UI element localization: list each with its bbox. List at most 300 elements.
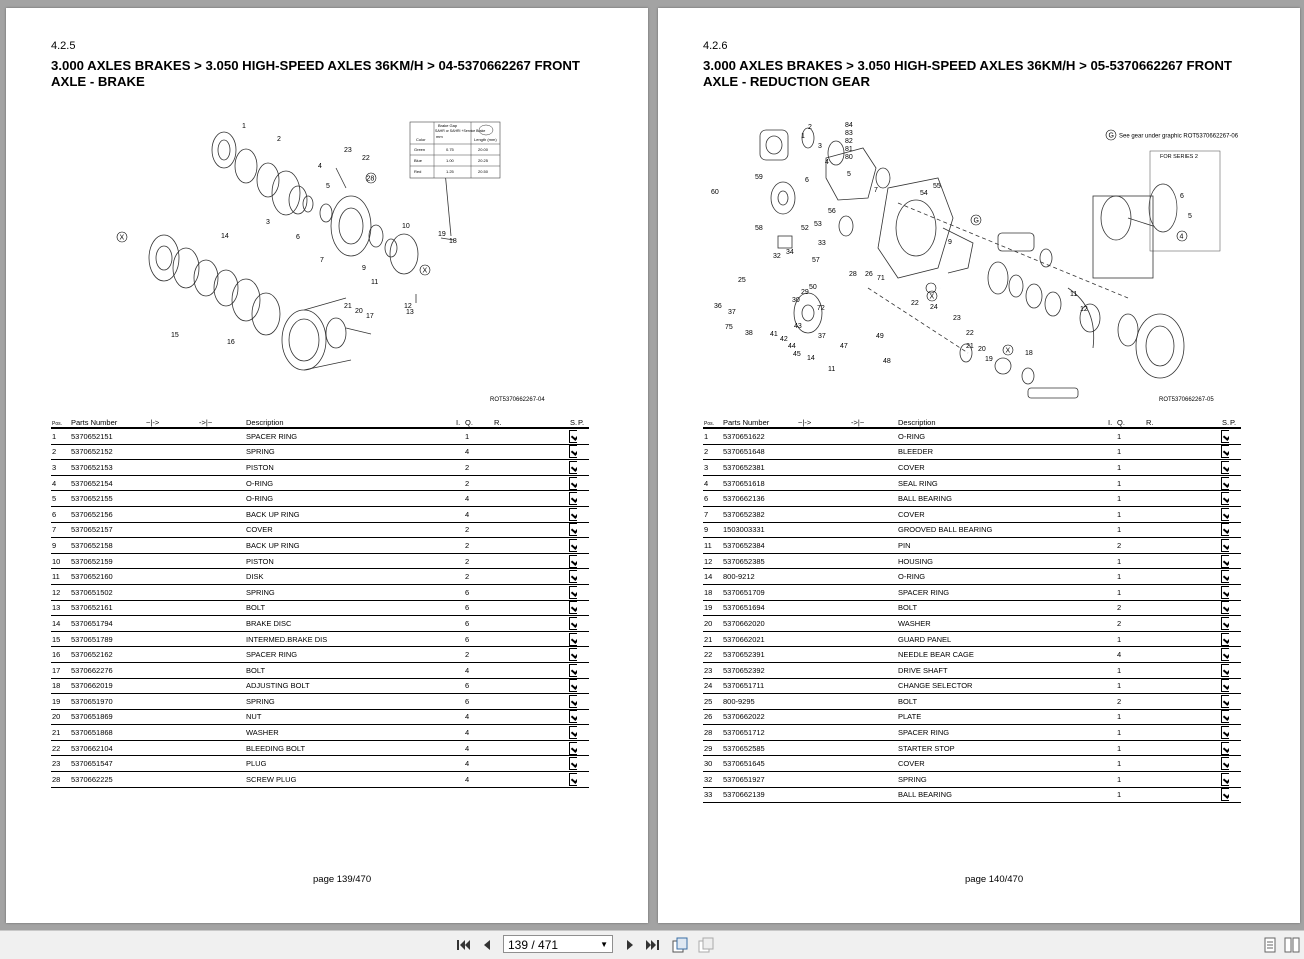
part-number-cell: 5370651547 bbox=[70, 756, 145, 772]
remark-cell bbox=[493, 553, 569, 569]
checkbox-checked-icon[interactable] bbox=[569, 461, 577, 474]
to-cell bbox=[198, 678, 245, 694]
s-cell bbox=[1221, 740, 1229, 756]
remark-cell bbox=[493, 709, 569, 725]
part-number-cell: 5370652585 bbox=[722, 740, 797, 756]
from-cell bbox=[145, 460, 198, 476]
quantity-cell: 6 bbox=[464, 678, 493, 694]
svg-text:15: 15 bbox=[171, 332, 179, 339]
from-cell bbox=[145, 756, 198, 772]
part-number-cell: 5370662276 bbox=[70, 662, 145, 678]
description-cell: STARTER STOP bbox=[897, 740, 1107, 756]
checkbox-checked-icon[interactable] bbox=[569, 492, 577, 505]
description-cell: SPACER RING bbox=[897, 725, 1107, 741]
table-row bbox=[51, 475, 589, 491]
checkbox-checked-icon[interactable] bbox=[1221, 555, 1229, 568]
i-cell bbox=[1107, 740, 1116, 756]
svg-text:1: 1 bbox=[242, 123, 246, 130]
p-cell bbox=[1229, 662, 1241, 678]
description-cell: BALL BEARING bbox=[897, 787, 1107, 803]
table-row bbox=[51, 678, 589, 694]
part-number-cell: 800-9212 bbox=[722, 569, 797, 585]
from-cell bbox=[797, 725, 850, 741]
pos-cell: 1 bbox=[51, 428, 70, 444]
pos-cell: 7 bbox=[51, 522, 70, 538]
svg-text:80: 80 bbox=[845, 154, 853, 161]
checkbox-checked-icon[interactable] bbox=[1221, 679, 1229, 692]
s-cell bbox=[569, 647, 577, 663]
checkbox-checked-icon[interactable] bbox=[1221, 710, 1229, 723]
to-cell bbox=[198, 772, 245, 788]
page-footer: page 140/470 bbox=[965, 874, 1023, 885]
checkbox-checked-icon[interactable] bbox=[569, 570, 577, 583]
first-page-icon[interactable] bbox=[455, 937, 471, 953]
quantity-cell: 6 bbox=[464, 616, 493, 632]
quantity-cell: 1 bbox=[1116, 428, 1145, 444]
svg-text:37: 37 bbox=[728, 309, 736, 316]
s-cell bbox=[569, 460, 577, 476]
checkbox-checked-icon[interactable] bbox=[569, 633, 577, 646]
part-number-cell: 5370662104 bbox=[70, 740, 145, 756]
col-to: ->|~ bbox=[198, 417, 245, 428]
pos-cell: 11 bbox=[703, 538, 722, 554]
remark-cell bbox=[493, 678, 569, 694]
from-cell bbox=[145, 725, 198, 741]
next-page-icon[interactable] bbox=[622, 937, 638, 953]
s-cell bbox=[1221, 444, 1229, 460]
description-cell: COVER bbox=[897, 756, 1107, 772]
i-cell bbox=[455, 553, 464, 569]
reduction-gear-exploded-diagram bbox=[698, 108, 1258, 408]
i-cell bbox=[1107, 772, 1116, 788]
svg-text:See gear under graphic ROT5370: See gear under graphic ROT5370662267-06 bbox=[1119, 134, 1239, 140]
p-cell bbox=[577, 740, 589, 756]
from-cell bbox=[145, 444, 198, 460]
checkbox-checked-icon[interactable] bbox=[569, 695, 577, 708]
table-row bbox=[51, 631, 589, 647]
s-cell bbox=[1221, 616, 1229, 632]
pos-cell: 24 bbox=[703, 678, 722, 694]
checkbox-checked-icon[interactable] bbox=[1221, 445, 1229, 458]
svg-text:54: 54 bbox=[920, 190, 928, 197]
col-description: Description bbox=[897, 417, 1107, 428]
i-cell bbox=[1107, 787, 1116, 803]
to-cell bbox=[198, 475, 245, 491]
checkbox-checked-icon[interactable] bbox=[1221, 477, 1229, 490]
pos-cell: 23 bbox=[51, 756, 70, 772]
i-cell bbox=[455, 756, 464, 772]
description-cell: SPRING bbox=[245, 444, 455, 460]
remark-cell bbox=[1145, 647, 1221, 663]
part-number-cell: 5370662019 bbox=[70, 678, 145, 694]
checkbox-checked-icon[interactable] bbox=[569, 757, 577, 770]
svg-text:48: 48 bbox=[883, 358, 891, 365]
description-cell: O-RING bbox=[245, 475, 455, 491]
col-from: ~|-> bbox=[797, 417, 850, 428]
pos-cell: 4 bbox=[703, 475, 722, 491]
quantity-cell: 1 bbox=[1116, 553, 1145, 569]
from-cell bbox=[145, 553, 198, 569]
p-cell bbox=[577, 631, 589, 647]
from-cell bbox=[797, 616, 850, 632]
table-row bbox=[703, 631, 1241, 647]
brake-exploded-diagram bbox=[46, 108, 606, 408]
checkbox-checked-icon[interactable] bbox=[569, 430, 577, 443]
remark-cell bbox=[493, 631, 569, 647]
parts-table bbox=[703, 417, 1241, 803]
part-number-cell: 5370652385 bbox=[722, 553, 797, 569]
svg-text:33: 33 bbox=[818, 240, 826, 247]
checkbox-checked-icon[interactable] bbox=[569, 710, 577, 723]
to-cell bbox=[850, 584, 897, 600]
checkbox-checked-icon[interactable] bbox=[1221, 508, 1229, 521]
from-cell bbox=[145, 631, 198, 647]
i-cell bbox=[1107, 553, 1116, 569]
to-cell bbox=[850, 444, 897, 460]
to-cell bbox=[850, 772, 897, 788]
checkbox-checked-icon[interactable] bbox=[1221, 773, 1229, 786]
remark-cell bbox=[493, 569, 569, 585]
checkbox-checked-icon[interactable] bbox=[1221, 617, 1229, 630]
s-cell bbox=[1221, 694, 1229, 710]
col-r: R. bbox=[493, 417, 569, 428]
quantity-cell: 6 bbox=[464, 631, 493, 647]
p-cell bbox=[1229, 460, 1241, 476]
from-cell bbox=[145, 522, 198, 538]
s-cell bbox=[569, 694, 577, 710]
svg-text:23: 23 bbox=[344, 147, 352, 154]
checkbox-checked-icon[interactable] bbox=[569, 445, 577, 458]
svg-text:20: 20 bbox=[978, 346, 986, 353]
table-row bbox=[51, 460, 589, 476]
table-row bbox=[703, 538, 1241, 554]
p-cell bbox=[577, 538, 589, 554]
svg-text:1.00: 1.00 bbox=[446, 158, 455, 163]
i-cell bbox=[1107, 662, 1116, 678]
svg-text:60: 60 bbox=[711, 189, 719, 196]
svg-text:Blue: Blue bbox=[414, 158, 423, 163]
from-cell bbox=[797, 756, 850, 772]
remark-cell bbox=[1145, 616, 1221, 632]
i-cell bbox=[1107, 678, 1116, 694]
checkbox-checked-icon[interactable] bbox=[1221, 788, 1229, 801]
checkbox-checked-icon[interactable] bbox=[569, 555, 577, 568]
checkbox-checked-icon[interactable] bbox=[1221, 726, 1229, 739]
svg-text:16: 16 bbox=[227, 339, 235, 346]
table-row bbox=[51, 538, 589, 554]
table-row bbox=[51, 694, 589, 710]
svg-text:6: 6 bbox=[805, 177, 809, 184]
table-row bbox=[703, 584, 1241, 600]
description-cell: PISTON bbox=[245, 460, 455, 476]
viewer-toolbar bbox=[0, 930, 1304, 959]
svg-text:X: X bbox=[120, 235, 125, 242]
to-cell bbox=[850, 725, 897, 741]
remark-cell bbox=[1145, 569, 1221, 585]
table-row bbox=[703, 428, 1241, 444]
s-cell bbox=[1221, 428, 1229, 444]
p-cell bbox=[577, 662, 589, 678]
part-number-cell: 5370652161 bbox=[70, 600, 145, 616]
table-row bbox=[703, 694, 1241, 710]
checkbox-checked-icon[interactable] bbox=[569, 773, 577, 786]
s-cell bbox=[1221, 475, 1229, 491]
part-number-cell: 5370651868 bbox=[70, 725, 145, 741]
pos-cell: 23 bbox=[703, 662, 722, 678]
checkbox-checked-icon[interactable] bbox=[569, 477, 577, 490]
description-cell: SPRING bbox=[897, 772, 1107, 788]
svg-text:2: 2 bbox=[277, 136, 281, 143]
checkbox-checked-icon[interactable] bbox=[1221, 523, 1229, 536]
from-cell bbox=[797, 538, 850, 554]
to-cell bbox=[850, 506, 897, 522]
svg-text:24: 24 bbox=[930, 304, 938, 311]
checkbox-checked-icon[interactable] bbox=[1221, 539, 1229, 552]
s-cell bbox=[569, 678, 577, 694]
description-cell: SPACER RING bbox=[245, 428, 455, 444]
part-number-cell: 5370652158 bbox=[70, 538, 145, 554]
p-cell bbox=[1229, 522, 1241, 538]
svg-text:18: 18 bbox=[1025, 350, 1033, 357]
svg-text:11: 11 bbox=[1070, 291, 1077, 298]
checkbox-checked-icon[interactable] bbox=[569, 508, 577, 521]
checkbox-checked-icon[interactable] bbox=[1221, 742, 1229, 755]
remark-cell bbox=[1145, 522, 1221, 538]
svg-text:20.50: 20.50 bbox=[478, 169, 489, 174]
i-cell bbox=[1107, 647, 1116, 663]
remark-cell bbox=[493, 756, 569, 772]
brake-gap-inset-table bbox=[410, 122, 500, 178]
p-cell bbox=[577, 694, 589, 710]
s-cell bbox=[1221, 460, 1229, 476]
svg-text:25: 25 bbox=[738, 277, 746, 284]
fit-icon[interactable] bbox=[698, 937, 714, 953]
checkbox-checked-icon[interactable] bbox=[569, 523, 577, 536]
pos-cell: 12 bbox=[703, 553, 722, 569]
remark-cell bbox=[1145, 538, 1221, 554]
s-cell bbox=[569, 662, 577, 678]
pos-cell: 20 bbox=[51, 709, 70, 725]
remark-cell bbox=[493, 772, 569, 788]
from-cell bbox=[797, 600, 850, 616]
description-cell: GROOVED BALL BEARING bbox=[897, 522, 1107, 538]
prev-page-icon[interactable] bbox=[479, 937, 495, 953]
i-cell bbox=[1107, 460, 1116, 476]
from-cell bbox=[145, 616, 198, 632]
remark-cell bbox=[1145, 662, 1221, 678]
s-cell bbox=[1221, 678, 1229, 694]
table-row bbox=[51, 662, 589, 678]
table-row bbox=[703, 772, 1241, 788]
quantity-cell: 4 bbox=[464, 725, 493, 741]
quantity-cell: 2 bbox=[1116, 694, 1145, 710]
i-cell bbox=[1107, 694, 1116, 710]
svg-text:58: 58 bbox=[755, 225, 763, 232]
part-number-cell: 5370651622 bbox=[722, 428, 797, 444]
checkbox-checked-icon[interactable] bbox=[569, 586, 577, 599]
part-number-cell: 5370651709 bbox=[722, 584, 797, 600]
checkbox-checked-icon[interactable] bbox=[1221, 757, 1229, 770]
from-cell bbox=[797, 444, 850, 460]
checkbox-checked-icon[interactable] bbox=[1221, 695, 1229, 708]
part-number-cell: 5370652160 bbox=[70, 569, 145, 585]
description-cell: SPRING bbox=[245, 694, 455, 710]
checkbox-checked-icon[interactable] bbox=[1221, 664, 1229, 677]
s-cell bbox=[569, 569, 577, 585]
pos-cell: 4 bbox=[51, 475, 70, 491]
page-layout-icon[interactable] bbox=[672, 937, 688, 953]
quantity-cell: 1 bbox=[1116, 631, 1145, 647]
s-cell bbox=[569, 475, 577, 491]
table-row bbox=[51, 725, 589, 741]
checkbox-checked-icon[interactable] bbox=[569, 539, 577, 552]
checkbox-checked-icon[interactable] bbox=[1221, 601, 1229, 614]
pos-cell: 22 bbox=[51, 740, 70, 756]
remark-cell bbox=[493, 662, 569, 678]
table-row bbox=[703, 740, 1241, 756]
description-cell: WASHER bbox=[245, 725, 455, 741]
col-parts-number: Parts Number bbox=[722, 417, 797, 428]
last-page-icon[interactable] bbox=[645, 937, 661, 953]
to-cell bbox=[850, 475, 897, 491]
s-cell bbox=[1221, 709, 1229, 725]
p-cell bbox=[1229, 538, 1241, 554]
table-row bbox=[51, 772, 589, 788]
page-number-select[interactable] bbox=[503, 935, 613, 953]
checkbox-checked-icon[interactable] bbox=[1221, 461, 1229, 474]
from-cell bbox=[797, 662, 850, 678]
svg-text:20.25: 20.25 bbox=[478, 158, 489, 163]
quantity-cell: 6 bbox=[464, 584, 493, 600]
part-number-cell: 5370662021 bbox=[722, 631, 797, 647]
description-cell: BOLT bbox=[245, 600, 455, 616]
svg-text:45: 45 bbox=[793, 351, 801, 358]
quantity-cell: 2 bbox=[464, 538, 493, 554]
two-page-icon[interactable] bbox=[1284, 937, 1300, 953]
from-cell bbox=[797, 694, 850, 710]
quantity-cell: 1 bbox=[1116, 475, 1145, 491]
checkbox-checked-icon[interactable] bbox=[569, 664, 577, 677]
i-cell bbox=[455, 616, 464, 632]
page-140 bbox=[658, 8, 1300, 923]
quantity-cell: 1 bbox=[1116, 444, 1145, 460]
remark-cell bbox=[493, 522, 569, 538]
svg-text:X: X bbox=[930, 294, 935, 301]
single-page-icon[interactable] bbox=[1262, 937, 1278, 953]
svg-text:44: 44 bbox=[788, 343, 796, 350]
to-cell bbox=[198, 600, 245, 616]
s-cell bbox=[569, 522, 577, 538]
i-cell bbox=[455, 662, 464, 678]
pos-cell: 13 bbox=[51, 600, 70, 616]
p-cell bbox=[577, 772, 589, 788]
p-cell bbox=[1229, 678, 1241, 694]
svg-text:9: 9 bbox=[362, 265, 366, 272]
pos-cell: 18 bbox=[703, 584, 722, 600]
svg-text:20: 20 bbox=[355, 308, 363, 315]
svg-text:29: 29 bbox=[801, 289, 809, 296]
svg-text:71: 71 bbox=[877, 275, 885, 282]
checkbox-checked-icon[interactable] bbox=[569, 742, 577, 755]
i-cell bbox=[1107, 600, 1116, 616]
svg-text:10: 10 bbox=[402, 223, 410, 230]
to-cell bbox=[198, 725, 245, 741]
i-cell bbox=[455, 444, 464, 460]
p-cell bbox=[577, 506, 589, 522]
to-cell bbox=[850, 631, 897, 647]
checkbox-checked-icon[interactable] bbox=[569, 601, 577, 614]
to-cell bbox=[198, 538, 245, 554]
svg-text:84: 84 bbox=[845, 122, 853, 129]
quantity-cell: 1 bbox=[1116, 522, 1145, 538]
checkbox-checked-icon[interactable] bbox=[569, 726, 577, 739]
svg-text:22: 22 bbox=[911, 300, 919, 307]
description-cell: PIN bbox=[897, 538, 1107, 554]
svg-text:14: 14 bbox=[807, 355, 815, 362]
col-p: P. bbox=[577, 417, 589, 428]
p-cell bbox=[1229, 444, 1241, 460]
i-cell bbox=[455, 584, 464, 600]
remark-cell bbox=[1145, 772, 1221, 788]
part-number-cell: 5370652384 bbox=[722, 538, 797, 554]
part-number-cell: 5370651712 bbox=[722, 725, 797, 741]
checkbox-checked-icon[interactable] bbox=[1221, 586, 1229, 599]
checkbox-checked-icon[interactable] bbox=[569, 648, 577, 661]
to-cell bbox=[850, 694, 897, 710]
page-title: 3.000 AXLES BRAKES > 3.050 HIGH-SPEED AXLES 36KM/H > 05-5370662267 FRONT AXLE - REDUCTION GEAR bbox=[703, 58, 1253, 90]
checkbox-checked-icon[interactable] bbox=[569, 617, 577, 630]
checkbox-checked-icon[interactable] bbox=[1221, 648, 1229, 661]
checkbox-checked-icon[interactable] bbox=[569, 679, 577, 692]
to-cell bbox=[198, 444, 245, 460]
table-row bbox=[51, 444, 589, 460]
checkbox-checked-icon[interactable] bbox=[1221, 633, 1229, 646]
checkbox-checked-icon[interactable] bbox=[1221, 492, 1229, 505]
to-cell bbox=[850, 787, 897, 803]
svg-text:23: 23 bbox=[953, 315, 961, 322]
svg-text:1: 1 bbox=[801, 133, 805, 140]
svg-text:21: 21 bbox=[344, 303, 352, 310]
svg-text:X: X bbox=[1006, 348, 1011, 355]
table-row bbox=[703, 662, 1241, 678]
svg-text:18: 18 bbox=[449, 238, 457, 245]
p-cell bbox=[577, 709, 589, 725]
quantity-cell: 2 bbox=[464, 569, 493, 585]
from-cell bbox=[797, 772, 850, 788]
from-cell bbox=[145, 538, 198, 554]
from-cell bbox=[145, 569, 198, 585]
svg-text:83: 83 bbox=[845, 130, 853, 137]
s-cell bbox=[1221, 647, 1229, 663]
pos-cell: 2 bbox=[51, 444, 70, 460]
quantity-cell: 4 bbox=[1116, 647, 1145, 663]
svg-text:7: 7 bbox=[320, 257, 324, 264]
part-number-cell: 5370652381 bbox=[722, 460, 797, 476]
description-cell: CHANGE SELECTOR bbox=[897, 678, 1107, 694]
s-cell bbox=[569, 772, 577, 788]
s-cell bbox=[1221, 662, 1229, 678]
checkbox-checked-icon[interactable] bbox=[1221, 570, 1229, 583]
s-cell bbox=[569, 756, 577, 772]
svg-text:Length (mm): Length (mm) bbox=[474, 137, 497, 142]
table-row bbox=[703, 709, 1241, 725]
checkbox-checked-icon[interactable] bbox=[1221, 430, 1229, 443]
i-cell bbox=[455, 569, 464, 585]
table-row bbox=[703, 787, 1241, 803]
remark-cell bbox=[1145, 678, 1221, 694]
quantity-cell: 1 bbox=[1116, 756, 1145, 772]
col-pos: Pos. bbox=[51, 417, 70, 428]
